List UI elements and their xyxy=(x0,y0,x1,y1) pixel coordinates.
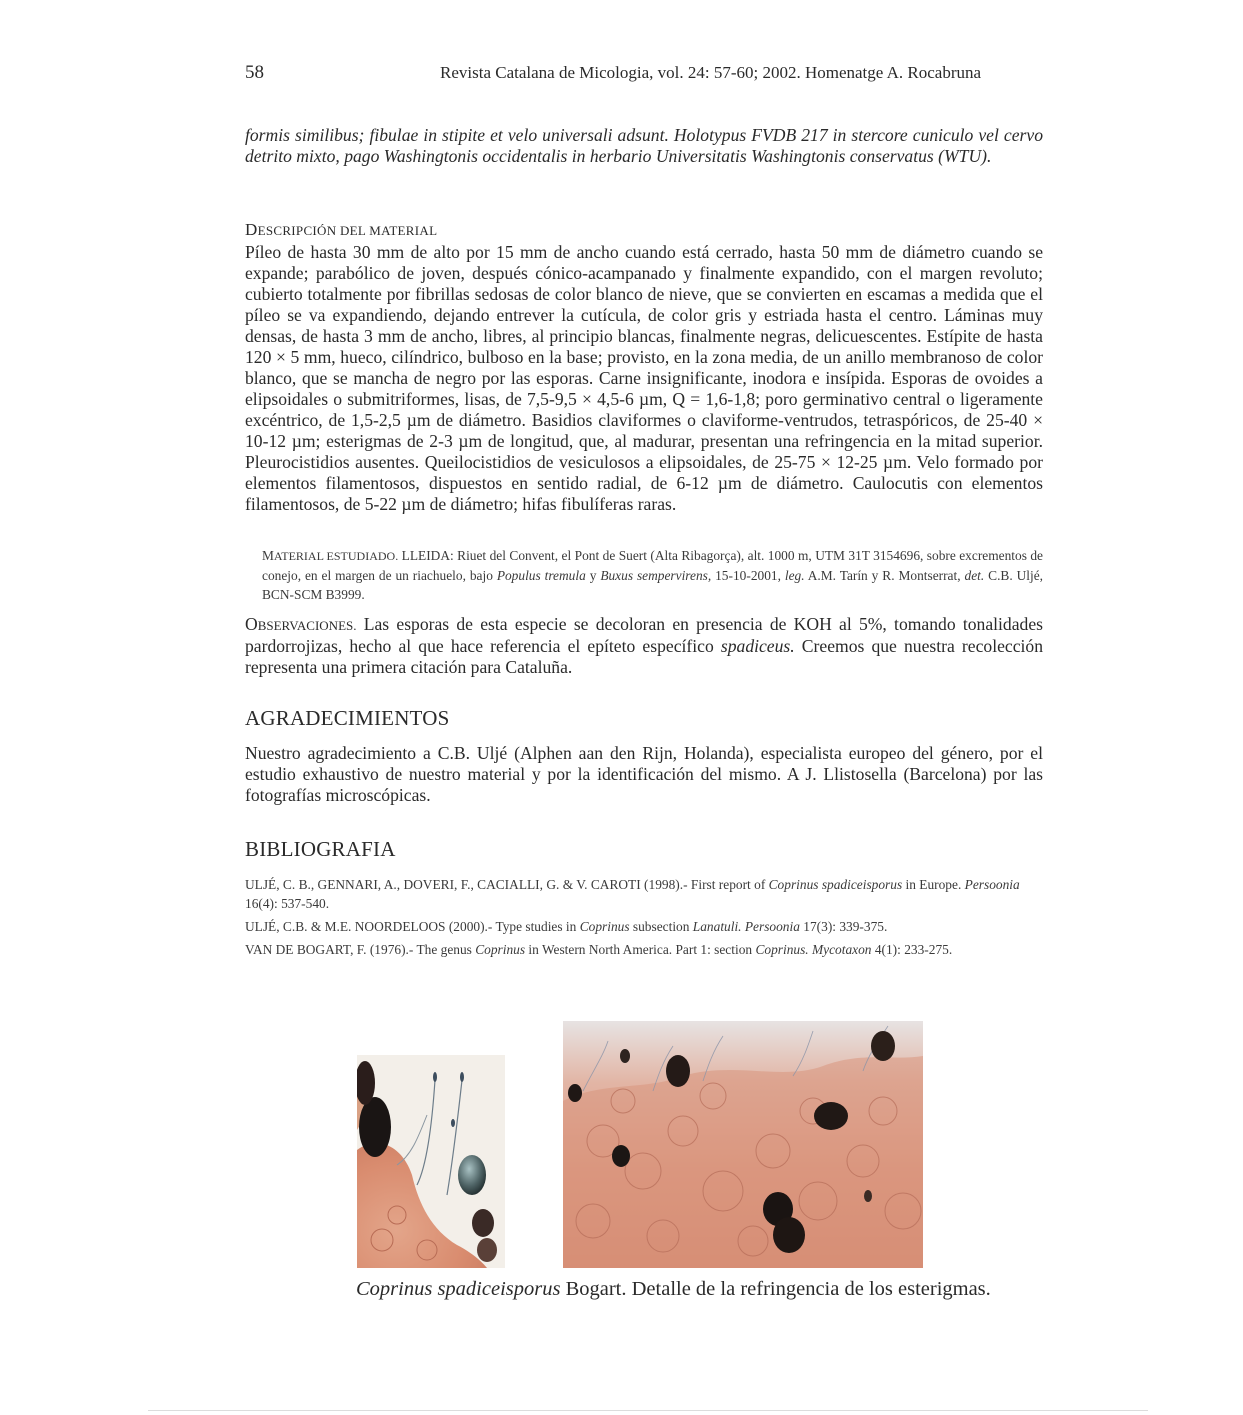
reference-1-mid: in Europe. xyxy=(902,877,965,892)
reference-1-end: 16(4): 537-540. xyxy=(245,896,330,911)
material-text-4: A.M. Tarín y R. Montserrat, xyxy=(804,568,965,583)
reference-1-authors: ULJÉ, C. B., GENNARI, A., DOVERI, F., CACIALLI, G. & V. CAROTI (1998).- First report of xyxy=(245,877,769,892)
reference-1-journal: Persoonia xyxy=(964,877,1020,892)
reference-1-taxon: Coprinus spadiceisporus xyxy=(768,877,903,892)
reference-3-mid: in Western North America. Part 1: section xyxy=(525,942,756,957)
reference-2-mid: subsection xyxy=(629,919,693,934)
bottom-rule xyxy=(148,1410,1148,1411)
material-text-5: C.B. Uljé, BCN-SCM B3999. xyxy=(262,568,1044,602)
reference-3-taxon: Coprinus xyxy=(475,942,526,957)
material-species-1: Populus tremula xyxy=(496,568,586,583)
observations-epithet: spadiceus. xyxy=(720,636,795,656)
observations-text-1: Las esporas de esta especie se decoloran en presencia de KOH al 5%, tomando tonalidades pardorrojizas, hecho al que hace referencia el epíteto específico xyxy=(245,614,1043,656)
reference-3 xyxy=(245,940,1043,959)
material-text-1: LLEIDA: Riuet del Convent, el Pont de Suert (Alta Ribagorça), alt. 1000 m, UTM 31T 3154696, sobre excrementos de conejo, en el margen de un riachuelo, bajo xyxy=(262,548,1043,583)
reference-3-taxon2: Coprinus. Mycotaxon xyxy=(755,942,872,957)
observations-label-cap: O xyxy=(245,614,258,634)
observations xyxy=(245,614,1043,678)
reference-3-end: 4(1): 233-275. xyxy=(871,942,953,957)
material-leg: leg. xyxy=(784,568,805,583)
description-body: Píleo de hasta 30 mm de alto por 15 mm de ancho cuando está cerrado, hasta 50 mm de diámetro cuando se expande; parabólico de joven, después cónico-acampanado y finalmente expandido, con el margen revoluto; cubierto totalmente por fibrillas sedosas de color blanco de nieve, que se convierten en escamas a medida que el píleo se va expandiendo, dejando entrever la cutícula, de color gris y estriada hasta el centro. Láminas muy densas, de hasta 3 mm de ancho, libres, al principio blancas, finalmente negras, delicuescentes. Estípite de hasta 120 × 5 mm, hueco, cilíndrico, bulboso en la base; provisto, en la zona media, de un anillo membranoso de color blanco, que se mancha de negro por las esporas. Carne insignificante, inodora e insípida. Esporas de ovoides a elipsoidales o submitriformes, lisas, de 7,5-9,5 × 4,5-6 µm, Q = 1,6-1,8; poro germinativo central o ligeramente excéntrico, de 1,5-2,5 µm de diámetro. Basidios claviformes o claviforme-ventrudos, tetraspóricos, de 25-40 × 10-12 µm; esterigmas de 2-3 µm de longitud, que, al madurar, presentan una refringencia en la mitad superior. Pleurocistidios ausentes. Queilocistidios de vesiculosos a elipsoidales, de 25-75 × 12-25 µm. Velo formado por elementos filamentosos, dispuestos en sentido radial, de 6-12 µm de diámetro. Caulocutis con elementos filamentosos, de 5-22 µm de diámetro; hifas fibulíferas raras. xyxy=(245,242,1043,514)
reference-1 xyxy=(245,875,1043,913)
caption-latin: Coprinus spadiceisporus xyxy=(356,1278,561,1300)
micrograph-left xyxy=(357,1055,505,1268)
material-label-cap: M xyxy=(262,548,274,563)
observations-text-2: Creemos que nuestra recolección representa una primera citación para Cataluña. xyxy=(245,636,1043,677)
description-heading xyxy=(245,220,437,240)
micrograph-right xyxy=(563,1021,923,1268)
reference-2-taxon: Coprinus xyxy=(579,919,630,934)
figure-caption xyxy=(356,1278,1046,1301)
reference-2 xyxy=(245,917,1043,936)
description-heading-rest: ESCRIPCIÓN DEL MATERIAL xyxy=(257,223,438,238)
reference-2-end: 17(3): 339-375. xyxy=(799,919,888,934)
reference-2-taxon2: Lanatuli. Persoonia xyxy=(692,919,800,934)
page-number: 58 xyxy=(245,62,264,83)
acknowledgements-title: AGRADECIMIENTOS xyxy=(245,706,450,730)
bibliography-title: BIBLIOGRAFIA xyxy=(245,837,396,861)
description-heading-cap: D xyxy=(245,220,258,239)
latin-diagnosis: formis similibus; fibulae in stipite et velo universali adsunt. Holotypus FVDB 217 in stercore cuniculo vel cervo detrito mixto, pago Washingtonis occidentalis in herbario Universitatis Washingtonis conservatus (WTU). xyxy=(245,125,1043,166)
material-text-2: y xyxy=(585,568,601,583)
material-text-3: 15-10-2001, xyxy=(711,568,785,583)
material-studied xyxy=(262,546,1043,604)
material-det: det. xyxy=(964,568,985,583)
material-species-2: Buxus sempervirens, xyxy=(600,568,712,583)
caption-text: Bogart. Detalle de la refringencia de los esterigmas. xyxy=(560,1278,991,1300)
observations-label-rest: BSERVACIONES. xyxy=(257,618,357,633)
acknowledgements-body: Nuestro agradecimiento a C.B. Uljé (Alphen aan den Rijn, Holanda), especialista europeo del género, por el estudio exhaustivo de nuestro material y por la identificación del mismo. A J. Llistosella (Barcelona) por las fotografías microscópicas. xyxy=(245,743,1043,805)
reference-2-authors: ULJÉ, C.B. & M.E. NOORDELOOS (2000).- Type studies in xyxy=(245,919,580,934)
reference-3-authors: VAN DE BOGART, F. (1976).- The genus xyxy=(245,942,476,957)
material-label-rest: ATERIAL ESTUDIADO. xyxy=(273,549,399,563)
running-header: Revista Catalana de Micologia, vol. 24: 57-60; 2002. Homenatge A. Rocabruna xyxy=(440,63,982,82)
